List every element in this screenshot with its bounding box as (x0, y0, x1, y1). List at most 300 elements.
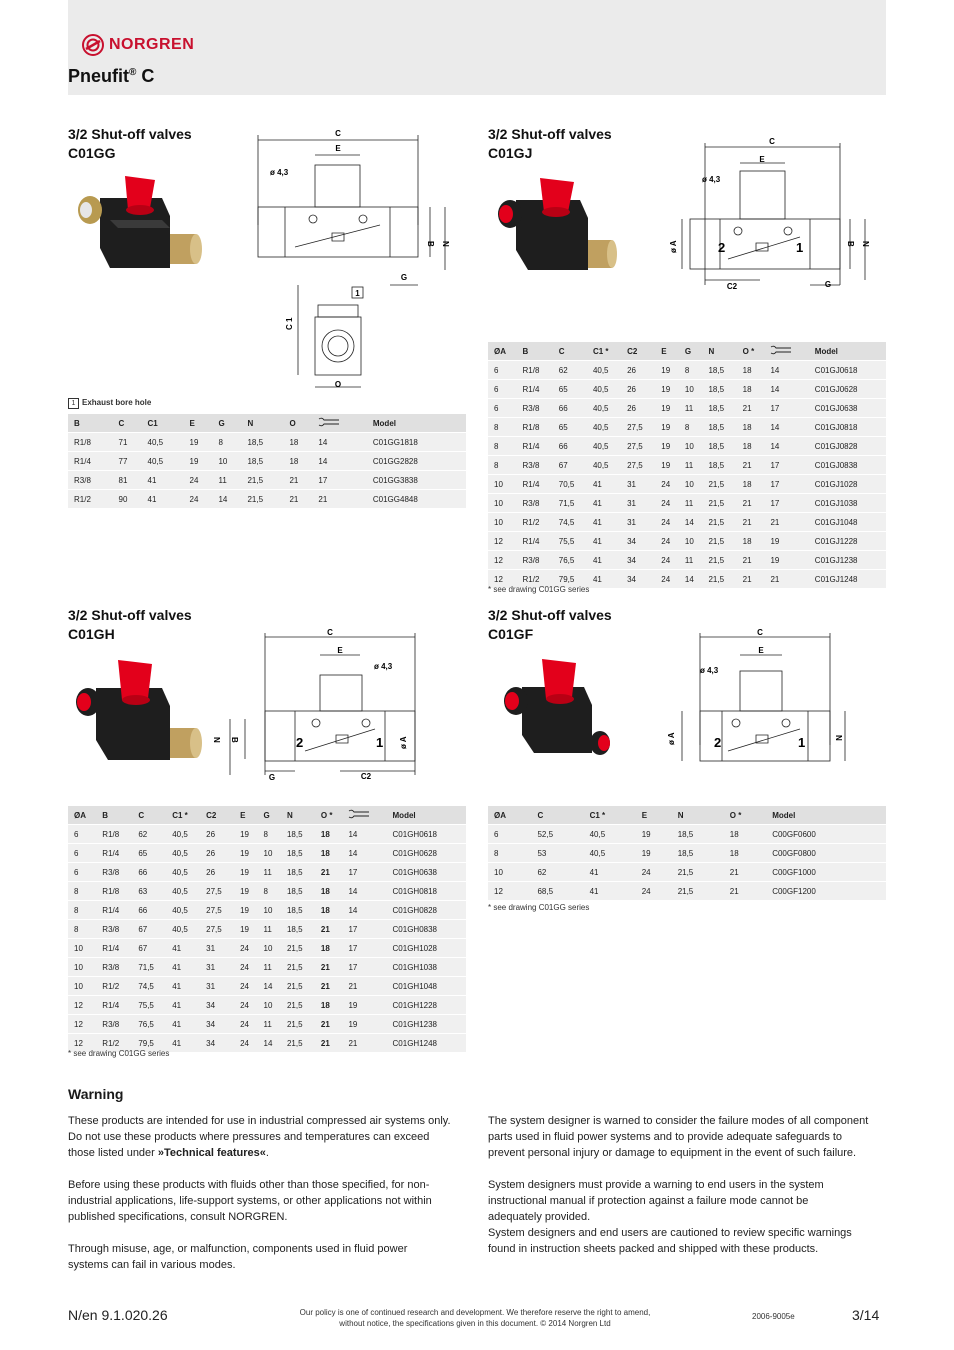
table-cell: C01GJ0828 (809, 437, 886, 456)
table-cell: 11 (679, 551, 703, 570)
dim-e: E (758, 646, 764, 655)
table-cell: 18,5 (702, 380, 736, 399)
table-cell: 10 (488, 863, 531, 882)
table-cell: 41 (166, 996, 200, 1015)
warning-paragraph-6: System designers and end users are cautioned to review specific warnings found in instruction sheets packed and shipped with these products. (488, 1227, 852, 1255)
table-cell: 21 (315, 958, 343, 977)
table-row (488, 844, 886, 863)
table-cell: 14 (764, 437, 808, 456)
dim-a: ø A (667, 732, 676, 745)
table-cell: 62 (531, 863, 583, 882)
table-cell: 24 (655, 494, 679, 513)
table-cell: 24 (655, 513, 679, 532)
table-cell: 21 (724, 882, 766, 901)
table-row (68, 901, 466, 920)
section-title-c01gj: 3/2 Shut-off valves C01GJ (488, 126, 612, 161)
table-header-row (488, 342, 886, 361)
table-cell: C01GJ0628 (809, 380, 886, 399)
table-cell: 66 (132, 863, 166, 882)
table-cell: 34 (200, 1034, 234, 1053)
table-cell: 31 (200, 939, 234, 958)
table-cell: 6 (68, 825, 96, 844)
table-cell: 11 (258, 863, 281, 882)
table-cell: 14 (258, 1034, 281, 1053)
table-cell: 18 (315, 901, 343, 920)
table-cell: 40,5 (584, 844, 636, 863)
table-cell: 17 (342, 920, 386, 939)
table-cell: 66 (132, 901, 166, 920)
table-cell: R1/4 (517, 380, 553, 399)
table-cell: 26 (200, 863, 234, 882)
column-header: N (702, 342, 736, 361)
dim-c1: C 1 (285, 317, 294, 330)
table-cell: 71,5 (132, 958, 166, 977)
table-cell: C01GH1028 (387, 939, 466, 958)
table-cell: 27,5 (200, 920, 234, 939)
table-cell: 11 (679, 456, 703, 475)
port-1: 1 (798, 735, 806, 750)
table-cell: 11 (212, 471, 241, 490)
dim-c: C (327, 628, 333, 637)
table-header-row (488, 806, 886, 825)
column-header: C (553, 342, 587, 361)
table-cell: 21 (315, 1015, 343, 1034)
note-c01gf: * see drawing C01GG series (488, 903, 590, 912)
table-cell: 41 (166, 1015, 200, 1034)
spec-table-c01gh (68, 806, 466, 1053)
spec-table-c01gg (68, 414, 466, 509)
table-cell: 34 (200, 996, 234, 1015)
page-number: 3/14 (852, 1307, 880, 1323)
table-cell: 21 (737, 551, 765, 570)
table-cell: 41 (584, 863, 636, 882)
table-cell: C01GJ0638 (809, 399, 886, 418)
table-cell: 14 (342, 882, 386, 901)
table-cell: 6 (68, 863, 96, 882)
table-cell: 18 (315, 882, 343, 901)
table-cell: R3/8 (68, 471, 113, 490)
table-cell: 17 (342, 939, 386, 958)
product-title: Pneufit® C (68, 66, 155, 86)
table-cell: 12 (488, 532, 517, 551)
table-cell: 18,5 (241, 452, 283, 471)
norgren-logo (82, 34, 194, 56)
table-cell: 17 (764, 456, 808, 475)
table-cell: 11 (258, 958, 281, 977)
table-cell: 21 (737, 570, 765, 589)
table-cell: 76,5 (132, 1015, 166, 1034)
table-cell: 21 (737, 399, 765, 418)
table-cell: 74,5 (132, 977, 166, 996)
table-cell: R1/8 (68, 433, 113, 452)
dim-g: G (400, 273, 408, 282)
dim-c: C (335, 129, 341, 138)
table-cell: C01GH0628 (387, 844, 466, 863)
table-cell: 18 (737, 380, 765, 399)
table-cell: 31 (200, 958, 234, 977)
table-cell: 21 (315, 863, 343, 882)
table-cell: 6 (488, 399, 517, 418)
table-cell: R1/4 (517, 532, 553, 551)
column-header: N (241, 414, 283, 433)
dim-b: B (846, 241, 855, 247)
table-row (68, 882, 466, 901)
dim-n: N (861, 241, 870, 247)
table-cell: 19 (184, 433, 213, 452)
port-1: 1 (796, 240, 804, 255)
column-header: C2 (621, 342, 655, 361)
note-c01gh: * see drawing C01GG series (68, 1049, 170, 1058)
table-cell: 67 (553, 456, 587, 475)
table-cell: 10 (68, 977, 96, 996)
table-cell: 67 (132, 920, 166, 939)
table-cell: 12 (488, 570, 517, 589)
table-cell: 18,5 (702, 456, 736, 475)
table-cell: C01GH1228 (387, 996, 466, 1015)
port-2: 2 (296, 735, 304, 750)
table-cell: R1/2 (96, 977, 132, 996)
table-cell: 26 (621, 399, 655, 418)
column-header: C1 * (584, 806, 636, 825)
table-cell: 19 (636, 844, 672, 863)
table-cell: 62 (132, 825, 166, 844)
table-cell: C01GJ1038 (809, 494, 886, 513)
spec-table-c01gj (488, 342, 886, 589)
table-header-row (68, 806, 466, 825)
table-cell: 17 (764, 494, 808, 513)
column-header: C (132, 806, 166, 825)
port-2: 2 (714, 735, 722, 750)
table-cell: C01GJ1238 (809, 551, 886, 570)
policy-text: Our policy is one of continued research and development. We therefore reserve the right to amend, without notice, the specifications given in this document. © 2014 Norgren Ltd (299, 1308, 651, 1328)
table-cell: 21 (737, 513, 765, 532)
table-cell: C00GF1000 (766, 863, 886, 882)
dim-hole: ø 4,3 (702, 175, 721, 184)
table-cell: 40,5 (166, 901, 200, 920)
table-cell: 21 (764, 513, 808, 532)
table-cell: 18,5 (702, 418, 736, 437)
table-cell: 12 (68, 996, 96, 1015)
table-cell: 8 (679, 361, 703, 380)
table-cell: 18,5 (702, 399, 736, 418)
table-cell: 19 (764, 551, 808, 570)
table-cell: R1/2 (517, 570, 553, 589)
table-cell: 14 (764, 361, 808, 380)
table-cell: 18,5 (672, 825, 724, 844)
table-cell: 21 (724, 863, 766, 882)
column-header: E (234, 806, 257, 825)
table-cell: 8 (258, 825, 281, 844)
table-cell: 41 (142, 490, 184, 509)
table-cell: 10 (488, 494, 517, 513)
column-header: C2 (200, 806, 234, 825)
table-cell: 10 (679, 437, 703, 456)
table-cell: 19 (655, 361, 679, 380)
table-cell: R1/4 (96, 901, 132, 920)
table-cell: 66 (553, 399, 587, 418)
table-cell: 71 (113, 433, 142, 452)
table-cell: 11 (679, 494, 703, 513)
table-cell: 10 (679, 380, 703, 399)
dim-hole: ø 4,3 (270, 168, 289, 177)
column-header: G (212, 414, 241, 433)
table-cell: 40,5 (587, 418, 621, 437)
table-cell: 24 (234, 1015, 257, 1034)
table-cell: 8 (68, 901, 96, 920)
column-header: ØA (488, 806, 531, 825)
table-cell: 19 (764, 532, 808, 551)
table-cell: 10 (258, 996, 281, 1015)
table-cell: 41 (142, 471, 184, 490)
table-cell: 18 (283, 433, 312, 452)
table-cell: C01GH1238 (387, 1015, 466, 1034)
table-cell: 70,5 (553, 475, 587, 494)
dim-hole: ø 4,3 (374, 662, 393, 671)
dim-c2: C2 (360, 772, 372, 781)
table-cell: 41 (166, 939, 200, 958)
table-cell: 24 (234, 958, 257, 977)
column-header: Model (387, 806, 466, 825)
table-cell: 8 (68, 920, 96, 939)
table-cell: R1/8 (96, 882, 132, 901)
table-cell: C01GG1818 (367, 433, 466, 452)
doc-code: 2006-9005e (752, 1312, 795, 1321)
dim-e: E (759, 155, 765, 164)
table-cell: 21,5 (702, 532, 736, 551)
table-row (488, 380, 886, 399)
table-row (68, 433, 466, 452)
column-header: G (258, 806, 281, 825)
table-cell: C01GJ1248 (809, 570, 886, 589)
table-cell: 24 (234, 977, 257, 996)
table-cell: 10 (258, 901, 281, 920)
column-header: Model (367, 414, 466, 433)
table-cell: 17 (312, 471, 366, 490)
table-cell: 21 (342, 1034, 386, 1053)
table-cell: R1/4 (96, 844, 132, 863)
table-cell: C01GJ1228 (809, 532, 886, 551)
column-header: Model (809, 342, 886, 361)
table-cell: R3/8 (96, 1015, 132, 1034)
table-cell: R1/8 (517, 361, 553, 380)
warning-paragraph-2: Before using these products with fluids other than those specified, for non-industrial applications, life-support systems, or other applications not within published specifications, consult NORGREN. (68, 1179, 432, 1223)
table-cell: 10 (68, 958, 96, 977)
table-cell: 14 (764, 380, 808, 399)
table-cell: 27,5 (621, 456, 655, 475)
table-cell: 40,5 (166, 844, 200, 863)
table-cell: 21 (315, 920, 343, 939)
table-cell: 40,5 (166, 920, 200, 939)
dim-a: ø A (669, 240, 678, 253)
table-cell: 21 (737, 456, 765, 475)
table-cell: 65 (553, 418, 587, 437)
table-cell: 21,5 (281, 1034, 315, 1053)
table-cell: R3/8 (96, 958, 132, 977)
table-cell: 18 (737, 418, 765, 437)
table-cell: 12 (488, 882, 531, 901)
table-cell: 17 (764, 399, 808, 418)
port-2: 2 (718, 240, 726, 255)
table-cell: 14 (679, 570, 703, 589)
table-cell: C01GH1038 (387, 958, 466, 977)
table-cell: 21,5 (702, 570, 736, 589)
table-cell: 24 (655, 570, 679, 589)
table-row (488, 494, 886, 513)
table-cell: 6 (488, 825, 531, 844)
table-cell: C01GH0638 (387, 863, 466, 882)
warning-title: Warning (68, 1086, 124, 1102)
table-cell: R3/8 (96, 920, 132, 939)
valve-photo-c01gh (66, 656, 212, 772)
column-header: E (636, 806, 672, 825)
table-cell: 76,5 (553, 551, 587, 570)
dim-n: N (834, 735, 843, 741)
table-cell: 24 (655, 475, 679, 494)
warning-paragraph-5: System designers must provide a warning to end users in the system instructional manual if protection against a failure mode cannot be adequately provided. (488, 1179, 824, 1223)
table-cell: 21 (283, 490, 312, 509)
table-cell: 21 (737, 494, 765, 513)
table-cell: 21 (342, 977, 386, 996)
table-cell: 21,5 (702, 475, 736, 494)
table-cell: 65 (553, 380, 587, 399)
table-cell: 18 (315, 825, 343, 844)
table-cell: C01GG4848 (367, 490, 466, 509)
table-cell: 18 (315, 996, 343, 1015)
valve-photo-c01gg (70, 168, 210, 278)
table-cell: 21,5 (672, 863, 724, 882)
table-cell: 19 (655, 418, 679, 437)
table-row (488, 418, 886, 437)
table-cell: R1/4 (96, 939, 132, 958)
table-cell: 21,5 (702, 494, 736, 513)
table-cell: 14 (212, 490, 241, 509)
doc-reference: N/en 9.1.020.26 (68, 1307, 168, 1323)
table-row (488, 399, 886, 418)
table-cell: 8 (212, 433, 241, 452)
dim-c: C (769, 137, 775, 146)
table-cell: 75,5 (553, 532, 587, 551)
column-header: Model (766, 806, 886, 825)
column-header: O * (737, 342, 765, 361)
column-header: ØA (68, 806, 96, 825)
table-row (488, 863, 886, 882)
dim-a: ø A (399, 736, 408, 749)
valve-photo-c01gf (496, 655, 624, 761)
table-cell: 8 (488, 418, 517, 437)
table-cell: R1/2 (68, 490, 113, 509)
table-cell: 8 (258, 882, 281, 901)
table-cell: 21,5 (281, 939, 315, 958)
dim-b: B (426, 241, 435, 247)
table-cell: 18 (737, 437, 765, 456)
dim-hole: ø 4,3 (700, 666, 719, 675)
table-cell: 14 (679, 513, 703, 532)
table-cell: 40,5 (166, 882, 200, 901)
table-cell: 14 (312, 452, 366, 471)
brand-name: NORGREN (109, 36, 195, 53)
column-header: C (113, 414, 142, 433)
table-cell: 19 (234, 844, 257, 863)
table-cell: 63 (132, 882, 166, 901)
drawing-c01gf (660, 625, 886, 785)
table-cell: 21 (312, 490, 366, 509)
column-header: O (283, 414, 312, 433)
spec-table-c01gf (488, 806, 886, 901)
table-cell: 65 (132, 844, 166, 863)
table-cell: 6 (488, 361, 517, 380)
table-cell: 10 (679, 532, 703, 551)
table-cell: 14 (258, 977, 281, 996)
table-cell: C01GH0818 (387, 882, 466, 901)
table-cell: 21 (764, 570, 808, 589)
table-cell: 18 (315, 939, 343, 958)
table-cell: 21,5 (281, 996, 315, 1015)
table-cell: 11 (258, 920, 281, 939)
table-row (488, 882, 886, 901)
port-1: 1 (376, 735, 384, 750)
table-cell: C01GG3838 (367, 471, 466, 490)
table-cell: 18,5 (281, 844, 315, 863)
table-row (488, 456, 886, 475)
table-cell: 40,5 (587, 456, 621, 475)
table-cell: 24 (636, 863, 672, 882)
table-cell: 26 (621, 361, 655, 380)
table-cell: 24 (655, 532, 679, 551)
table-cell: 10 (488, 513, 517, 532)
table-cell: 34 (621, 551, 655, 570)
table-cell: 40,5 (587, 380, 621, 399)
table-cell: 77 (113, 452, 142, 471)
table-cell: C01GJ1048 (809, 513, 886, 532)
table-cell: 71,5 (553, 494, 587, 513)
dim-c2: C2 (726, 282, 738, 291)
table-cell: C01GJ0818 (809, 418, 886, 437)
table-cell: 40,5 (587, 437, 621, 456)
column-header (342, 806, 386, 825)
table-cell: 27,5 (200, 882, 234, 901)
table-row (68, 452, 466, 471)
table-cell: 10 (212, 452, 241, 471)
table-cell: R1/2 (517, 513, 553, 532)
table-cell: R1/8 (517, 418, 553, 437)
norgren-emblem-icon (82, 34, 104, 56)
column-header: B (96, 806, 132, 825)
table-cell: C01GJ1028 (809, 475, 886, 494)
table-cell: C01GH0838 (387, 920, 466, 939)
table-cell: 40,5 (142, 433, 184, 452)
table-cell: R3/8 (96, 863, 132, 882)
table-cell: 21,5 (281, 958, 315, 977)
table-cell: 21,5 (281, 977, 315, 996)
table-cell: 27,5 (621, 437, 655, 456)
table-cell: 19 (234, 863, 257, 882)
column-header: B (517, 342, 553, 361)
table-cell: 40,5 (166, 863, 200, 882)
dim-n: N (212, 737, 221, 743)
table-cell: R1/4 (68, 452, 113, 471)
column-header: O * (315, 806, 343, 825)
table-cell: 21,5 (672, 882, 724, 901)
table-row (68, 920, 466, 939)
table-cell: 10 (258, 844, 281, 863)
table-cell: R3/8 (517, 399, 553, 418)
table-cell: 41 (166, 1034, 200, 1053)
table-cell: 24 (234, 1034, 257, 1053)
table-row (68, 863, 466, 882)
wrench-size-icon (770, 345, 792, 355)
valve-photo-c01gj (488, 170, 628, 280)
table-cell: 34 (621, 570, 655, 589)
